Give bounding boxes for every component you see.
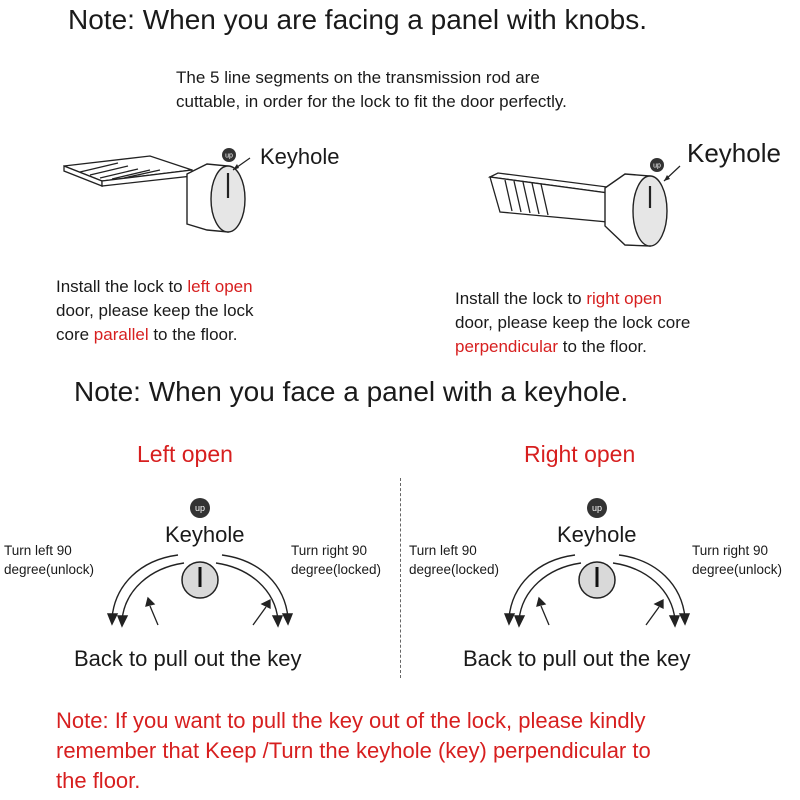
right-open-turn-right-line1: Turn right 90	[692, 543, 769, 558]
left-open-keyhole-label: Keyhole	[165, 522, 245, 547]
left-desc-tail: to the floor.	[148, 325, 238, 344]
left-open-title: Left open	[137, 441, 233, 467]
right-open-keyhole-label: Keyhole	[557, 522, 637, 547]
left-desc-text: Install the lock to	[56, 277, 188, 296]
heading-knobs: Note: When you are facing a panel with knobs.	[68, 4, 648, 35]
left-open-turn-left-line2: degree(unlock)	[4, 562, 95, 577]
right-open-back-arrows-icon	[537, 598, 663, 625]
right-open-turn-left	[409, 541, 499, 579]
right-open-title: Right open	[524, 441, 636, 467]
right-open-turn-right	[692, 541, 782, 579]
left-desc-highlight-parallel: parallel	[93, 325, 149, 344]
right-open-pull-out: Back to pull out the key	[463, 646, 691, 671]
right-open-arrow-left-icon	[505, 555, 581, 626]
heading-keyhole: Note: When you face a panel with a keyhole.	[74, 376, 629, 407]
left-keyhole-label: Keyhole	[260, 144, 340, 169]
final-note-line2: remember that Keep /Turn the keyhole (key) perpendicular to	[56, 738, 651, 763]
left-desc-core: core	[56, 325, 94, 344]
right-up-badge-text: up	[653, 162, 661, 170]
segments-note-line2: cuttable, in order for the lock to fit the door perfectly.	[176, 92, 567, 111]
right-open-arrow-right-icon	[613, 555, 689, 626]
right-open-up-badge-text: up	[591, 503, 603, 513]
right-desc-text: Install the lock to	[455, 289, 587, 308]
left-open-turn-right-line1: Turn right 90	[291, 543, 368, 558]
left-open-up-badge-text: up	[194, 503, 206, 513]
right-open-turn-left-line2: degree(locked)	[409, 562, 500, 577]
final-note-line3: the floor.	[56, 768, 141, 793]
left-desc-line2: door, please keep the lock	[56, 301, 254, 320]
right-keyhole-label: Keyhole	[687, 138, 781, 168]
right-desc-line2: door, please keep the lock core	[455, 313, 691, 332]
right-desc-tail: to the floor.	[558, 337, 647, 356]
final-note-line1: Note: If you want to pull the key out of the lock, please kindly	[56, 708, 646, 733]
left-open-turn-left-line1: Turn left 90	[4, 543, 72, 558]
right-desc-highlight-right-open: right open	[586, 289, 662, 308]
right-open-turn-right-line2: degree(unlock)	[692, 562, 783, 577]
left-up-badge-text: up	[225, 152, 233, 160]
left-open-turn-right-line2: degree(locked)	[291, 562, 382, 577]
left-desc-highlight-left-open: left open	[187, 277, 253, 296]
final-note	[56, 706, 786, 796]
segments-note-line1: The 5 line segments on the transmission rod are	[176, 68, 540, 87]
right-open-turn-left-line1: Turn left 90	[409, 543, 477, 558]
right-desc-highlight-perpendicular: perpendicular	[455, 337, 559, 356]
left-open-pull-out: Back to pull out the key	[74, 646, 302, 671]
